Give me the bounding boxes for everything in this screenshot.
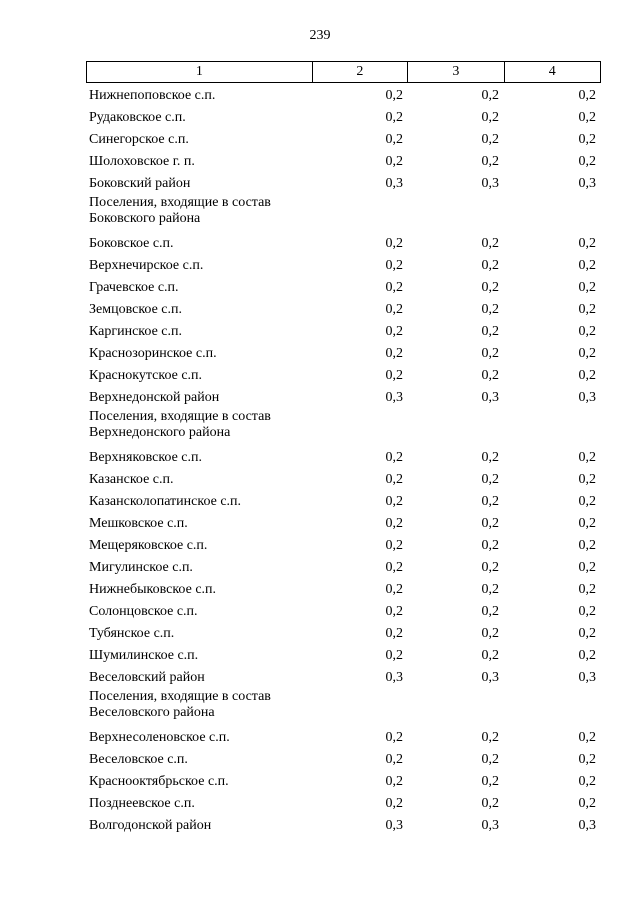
- row-value-col-4: 0,2: [578, 154, 596, 169]
- row-value-col-3: 0,3: [481, 670, 499, 685]
- table-row: [86, 491, 601, 513]
- row-value-col-4: 0,2: [578, 626, 596, 641]
- table-row: [86, 255, 601, 277]
- row-value-col-3: 0,2: [481, 280, 499, 295]
- table-row: [86, 727, 601, 749]
- row-name: Волгодонской район: [89, 818, 212, 833]
- row-value-col-4: 0,2: [578, 752, 596, 767]
- table-row: [86, 771, 601, 793]
- row-value-col-3: 0,2: [481, 516, 499, 531]
- table-row: [86, 689, 601, 727]
- row-value-col-2: 0,2: [385, 368, 403, 383]
- table-row: [86, 601, 601, 623]
- row-value-col-4: 0,2: [578, 516, 596, 531]
- row-value-col-3: 0,3: [481, 818, 499, 833]
- row-name: Земцовское с.п.: [89, 302, 183, 317]
- row-value-col-2: 0,2: [385, 796, 403, 811]
- row-name: Мещеряковское с.п.: [89, 538, 208, 553]
- row-name: Верхнечирское с.п.: [89, 258, 204, 273]
- row-name: Верхняковское с.п.: [89, 450, 202, 465]
- row-value-col-3: 0,2: [481, 538, 499, 553]
- row-value-col-3: 0,2: [481, 796, 499, 811]
- row-value-col-3: 0,2: [481, 88, 499, 103]
- row-name: Каргинское с.п.: [89, 324, 182, 339]
- table-row: [86, 277, 601, 299]
- row-name: Краснооктябрьское с.п.: [89, 774, 229, 789]
- row-name: Боковское с.п.: [89, 236, 174, 251]
- row-name: Боковский район: [89, 176, 191, 191]
- row-value-col-4: 0,2: [578, 472, 596, 487]
- table-row: [86, 447, 601, 469]
- row-value-col-2: 0,2: [385, 774, 403, 789]
- row-value-col-2: 0,2: [385, 582, 403, 597]
- table-row: [86, 321, 601, 343]
- row-name: Веселовский район: [89, 670, 205, 685]
- row-value-col-3: 0,2: [481, 582, 499, 597]
- row-name: Казанское с.п.: [89, 472, 174, 487]
- row-value-col-2: 0,2: [385, 132, 403, 147]
- row-value-col-2: 0,3: [385, 390, 403, 405]
- row-name: Солонцовское с.п.: [89, 604, 198, 619]
- row-value-col-2: 0,2: [385, 110, 403, 125]
- table-row: [86, 513, 601, 535]
- row-value-col-3: 0,2: [481, 626, 499, 641]
- table-header: [86, 61, 601, 83]
- row-name: Тубянское с.п.: [89, 626, 175, 641]
- row-value-col-3: 0,2: [481, 450, 499, 465]
- row-value-col-2: 0,2: [385, 258, 403, 273]
- table-row: [86, 173, 601, 195]
- table-row: [86, 793, 601, 815]
- row-name: Веселовское с.п.: [89, 752, 188, 767]
- row-value-col-2: 0,2: [385, 648, 403, 663]
- row-name: Нижнебыковское с.п.: [89, 582, 217, 597]
- row-value-col-3: 0,3: [481, 176, 499, 191]
- row-name: Мешковское с.п.: [89, 516, 188, 531]
- table-row: [86, 557, 601, 579]
- table-row: [86, 409, 601, 447]
- row-value-col-2: 0,2: [385, 154, 403, 169]
- row-value-col-3: 0,2: [481, 472, 499, 487]
- row-value-col-2: 0,2: [385, 626, 403, 641]
- row-value-col-2: 0,2: [385, 752, 403, 767]
- row-value-col-3: 0,2: [481, 302, 499, 317]
- row-value-col-3: 0,2: [481, 752, 499, 767]
- row-value-col-4: 0,2: [578, 796, 596, 811]
- row-value-col-4: 0,2: [578, 346, 596, 361]
- row-name: Нижнепоповское с.п.: [89, 88, 216, 103]
- table-row: [86, 535, 601, 557]
- row-value-col-3: 0,2: [481, 324, 499, 339]
- row-value-col-2: 0,2: [385, 450, 403, 465]
- row-value-col-2: 0,2: [385, 538, 403, 553]
- row-value-col-4: 0,2: [578, 132, 596, 147]
- table-row: [86, 815, 601, 837]
- row-name: Поселения, входящие в состав Веселовского района: [89, 689, 271, 720]
- header-col-4: 4: [504, 62, 600, 83]
- row-value-col-2: 0,2: [385, 346, 403, 361]
- row-name: Шолоховское г. п.: [89, 154, 195, 169]
- row-name: Грачевское с.п.: [89, 280, 179, 295]
- table-row: [86, 365, 601, 387]
- table-row: [86, 387, 601, 409]
- table-row: [86, 623, 601, 645]
- row-value-col-2: 0,2: [385, 604, 403, 619]
- table-row: [86, 667, 601, 689]
- row-value-col-3: 0,2: [481, 604, 499, 619]
- row-value-col-3: 0,2: [481, 258, 499, 273]
- row-value-col-4: 0,2: [578, 774, 596, 789]
- row-value-col-2: 0,2: [385, 494, 403, 509]
- table-row: [86, 233, 601, 255]
- row-value-col-2: 0,3: [385, 176, 403, 191]
- row-value-col-3: 0,2: [481, 494, 499, 509]
- table-row: [86, 645, 601, 667]
- row-value-col-3: 0,2: [481, 110, 499, 125]
- row-value-col-4: 0,2: [578, 258, 596, 273]
- row-value-col-4: 0,2: [578, 538, 596, 553]
- row-value-col-3: 0,2: [481, 648, 499, 663]
- row-value-col-3: 0,2: [481, 346, 499, 361]
- table-row: [86, 151, 601, 173]
- row-name: Казансколопатинское с.п.: [89, 494, 242, 509]
- row-name: Краснокутское с.п.: [89, 368, 203, 383]
- table-row: [86, 343, 601, 365]
- row-value-col-2: 0,2: [385, 516, 403, 531]
- row-value-col-4: 0,3: [578, 390, 596, 405]
- row-value-col-4: 0,2: [578, 110, 596, 125]
- header-row: [87, 62, 601, 83]
- row-value-col-2: 0,2: [385, 236, 403, 251]
- table-row: [86, 85, 601, 107]
- row-name: Верхнесоленовское с.п.: [89, 730, 230, 745]
- row-value-col-2: 0,2: [385, 302, 403, 317]
- table-row: [86, 299, 601, 321]
- row-value-col-4: 0,2: [578, 368, 596, 383]
- row-value-col-3: 0,2: [481, 730, 499, 745]
- row-value-col-3: 0,2: [481, 560, 499, 575]
- row-value-col-3: 0,2: [481, 154, 499, 169]
- row-value-col-4: 0,3: [578, 670, 596, 685]
- table-row: [86, 195, 601, 233]
- row-name: Мигулинское с.п.: [89, 560, 193, 575]
- row-name: Синегорское с.п.: [89, 132, 189, 147]
- row-value-col-2: 0,2: [385, 472, 403, 487]
- row-value-col-3: 0,2: [481, 368, 499, 383]
- row-name: Поселения, входящие в состав Верхнедонского района: [89, 409, 271, 440]
- row-value-col-2: 0,2: [385, 280, 403, 295]
- table-row: [86, 129, 601, 151]
- row-value-col-4: 0,2: [578, 582, 596, 597]
- row-value-col-4: 0,3: [578, 818, 596, 833]
- table-row: [86, 749, 601, 771]
- row-value-col-4: 0,2: [578, 648, 596, 663]
- header-col-2: 2: [312, 62, 407, 83]
- row-name: Верхнедонской район: [89, 390, 220, 405]
- row-value-col-2: 0,2: [385, 324, 403, 339]
- table-row: [86, 107, 601, 129]
- table-body: [86, 85, 601, 837]
- row-value-col-2: 0,3: [385, 670, 403, 685]
- row-value-col-4: 0,2: [578, 236, 596, 251]
- row-value-col-2: 0,3: [385, 818, 403, 833]
- row-value-col-4: 0,2: [578, 560, 596, 575]
- table-row: [86, 579, 601, 601]
- row-value-col-4: 0,3: [578, 176, 596, 191]
- row-value-col-4: 0,2: [578, 324, 596, 339]
- header-col-1: 1: [87, 62, 313, 83]
- row-name: Шумилинское с.п.: [89, 648, 199, 663]
- row-name: Поселения, входящие в состав Боковского района: [89, 195, 271, 226]
- row-value-col-4: 0,2: [578, 730, 596, 745]
- row-value-col-2: 0,2: [385, 560, 403, 575]
- row-name: Позднеевское с.п.: [89, 796, 195, 811]
- row-value-col-4: 0,2: [578, 88, 596, 103]
- row-value-col-3: 0,2: [481, 132, 499, 147]
- table-row: [86, 469, 601, 491]
- row-value-col-4: 0,2: [578, 280, 596, 295]
- row-name: Краснозоринское с.п.: [89, 346, 217, 361]
- row-value-col-3: 0,2: [481, 236, 499, 251]
- row-value-col-4: 0,2: [578, 604, 596, 619]
- row-value-col-3: 0,2: [481, 774, 499, 789]
- row-name: Рудаковское с.п.: [89, 110, 186, 125]
- row-value-col-4: 0,2: [578, 494, 596, 509]
- row-value-col-4: 0,2: [578, 302, 596, 317]
- header-col-3: 3: [408, 62, 504, 83]
- row-value-col-2: 0,2: [385, 730, 403, 745]
- row-value-col-4: 0,2: [578, 450, 596, 465]
- row-value-col-3: 0,3: [481, 390, 499, 405]
- row-value-col-2: 0,2: [385, 88, 403, 103]
- page-number: 239: [309, 28, 331, 43]
